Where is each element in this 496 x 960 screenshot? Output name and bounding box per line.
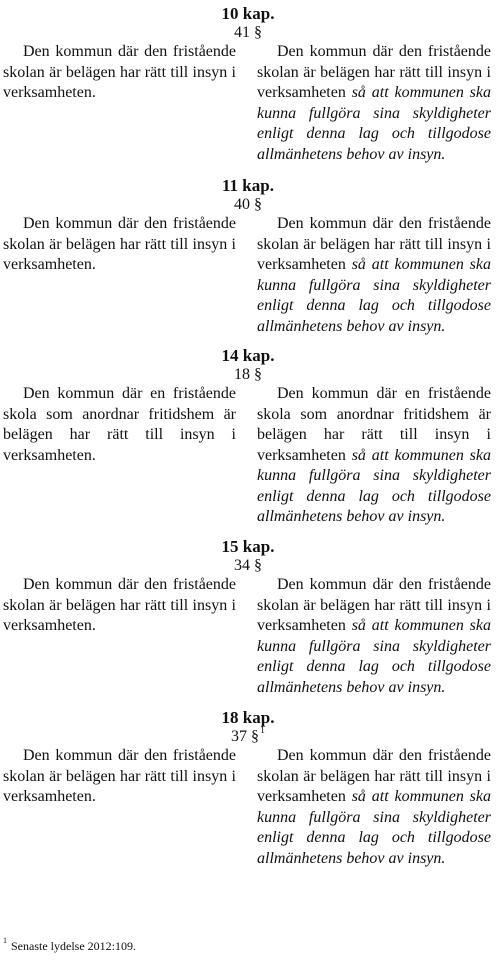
- chapter-heading: 10 kap.: [221, 4, 275, 23]
- paragraph-number: [0, 724, 496, 747]
- chapter-heading: 14 kap.: [221, 346, 275, 365]
- proposed-plain-text: Den kommun där den fristående skolan är belägen har rätt till insyn i verksamheten: [257, 747, 491, 805]
- paragraph-number: [0, 23, 496, 43]
- section-14-kap: [0, 346, 496, 525]
- current-wording: Den kommun där en fristående skola som anordnar fritidshem är belägen har rätt till insyn i verksamheten.: [3, 385, 236, 464]
- proposed-italic-text: så att kommunen ska kunna fullgöra sina skyldigheter enligt denna lag och tillgodose allmänhetens behov av insyn.: [257, 84, 491, 163]
- proposed-plain-text: Den kommun där den fristående skolan är belägen har rätt till insyn i verksamheten: [257, 215, 491, 273]
- current-wording: Den kommun där den fristående skolan är belägen har rätt till insyn i verksamheten.: [3, 215, 236, 273]
- proposed-wording: [257, 42, 491, 165]
- paragraph-label: 37 §: [231, 728, 259, 745]
- section-18-kap: [0, 708, 496, 866]
- footnote: [3, 935, 136, 954]
- proposed-plain-text: Den kommun där den fristående skolan är belägen har rätt till insyn i verksamheten: [257, 43, 491, 101]
- proposed-plain-text: Den kommun där den fristående skolan är belägen har rätt till insyn i verksamheten: [257, 576, 491, 634]
- section-10-kap: [0, 4, 496, 162]
- proposed-italic-text: så att kommunen ska kunna fullgöra sina skyldigheter enligt denna lag och tillgodose allmänhetens behov av insyn.: [257, 617, 491, 696]
- paragraph-label: 40 §: [234, 196, 262, 213]
- proposed-wording: [257, 384, 491, 528]
- footnote-number: 1: [3, 936, 7, 945]
- proposed-wording: [257, 575, 491, 698]
- proposed-wording: [257, 746, 491, 869]
- current-wording: Den kommun där den fristående skolan är belägen har rätt till insyn i verksamheten.: [3, 576, 236, 634]
- paragraph-label: 34 §: [234, 557, 262, 574]
- proposed-italic-text: så att kommunen ska kunna fullgöra sina skyldigheter enligt denna lag och tillgodose allmänhetens behov av insyn.: [257, 446, 491, 525]
- chapter-heading: 11 kap.: [222, 176, 274, 195]
- current-wording: Den kommun där den fristående skolan är belägen har rätt till insyn i verksamheten.: [3, 43, 236, 101]
- current-wording: Den kommun där den fristående skolan är belägen har rätt till insyn i verksamheten.: [3, 747, 236, 805]
- chapter-heading: 18 kap.: [221, 708, 275, 727]
- proposed-plain-text: Den kommun där en fristående skola som anordnar fritidshem är belägen har rätt till insyn i verksamheten: [257, 385, 491, 464]
- paragraph-number: [0, 195, 496, 215]
- paragraph-number: [0, 365, 496, 385]
- chapter-heading: 15 kap.: [221, 537, 275, 556]
- footnote-reference[interactable]: 1: [260, 724, 265, 736]
- proposed-italic-text: så att kommunen ska kunna fullgöra sina skyldigheter enligt denna lag och tillgodose allmänhetens behov av insyn.: [257, 256, 491, 335]
- paragraph-label: 18 §: [234, 366, 262, 383]
- section-11-kap: [0, 176, 496, 334]
- footnote-text: Senaste lydelse 2012:109.: [11, 939, 136, 953]
- paragraph-number: [0, 556, 496, 576]
- paragraph-label: 41 §: [234, 24, 262, 41]
- proposed-wording: [257, 214, 491, 337]
- section-15-kap: [0, 537, 496, 695]
- proposed-italic-text: så att kommunen ska kunna fullgöra sina skyldigheter enligt denna lag och tillgodose allmänhetens behov av insyn.: [257, 788, 491, 867]
